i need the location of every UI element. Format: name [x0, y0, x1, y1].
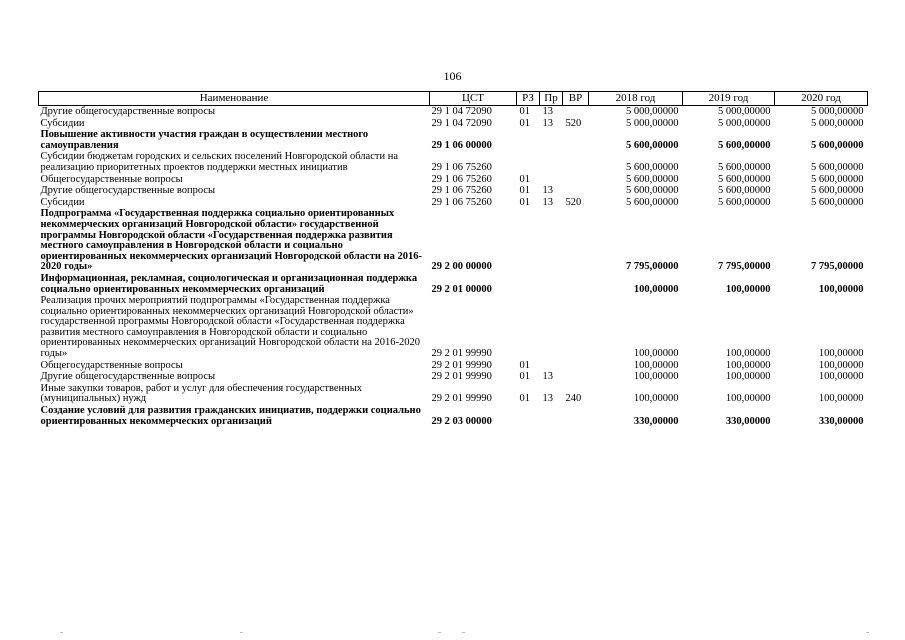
table-row — [39, 208, 868, 273]
table-row — [39, 383, 868, 405]
table-row — [39, 174, 868, 186]
cell-name: Иные закупки товаров, работ и услуг для обеспечения государственных (муниципальных) нужд — [40, 382, 363, 405]
cell-pr — [540, 295, 563, 360]
table-row — [39, 295, 868, 360]
cell-y2019: 5 600,00000 — [718, 139, 771, 151]
cell-y2020: 5 600,00000 — [811, 185, 864, 197]
table-row — [39, 118, 868, 130]
cell-y2018: 100,00000 — [633, 359, 679, 371]
cell-name: Субсидии — [40, 117, 85, 129]
header-rz: РЗ — [517, 92, 540, 106]
cell-y2018: 330,00000 — [633, 415, 679, 427]
cell-name: Другие общегосударственные вопросы — [40, 371, 216, 383]
cell-rz — [517, 129, 540, 151]
cell-pr — [540, 208, 563, 273]
cell-rz: 01 — [519, 359, 530, 371]
cell-vr — [563, 129, 589, 151]
cell-y2019: 100,00000 — [725, 359, 771, 371]
cell-name: Общегосударственные вопросы — [40, 173, 183, 185]
cell-y2019: 100,00000 — [725, 283, 771, 295]
table-header — [39, 92, 868, 106]
cell-y2018: 100,00000 — [633, 393, 679, 405]
cell-cst: 29 1 06 75260 — [431, 173, 492, 185]
cell-y2020: 100,00000 — [818, 393, 864, 405]
cell-cst: 29 2 03 00000 — [431, 415, 492, 427]
cell-y2019: 5 600,00000 — [718, 185, 771, 197]
cell-rz — [517, 295, 540, 360]
cell-y2018: 100,00000 — [633, 371, 679, 383]
table-body — [39, 106, 868, 428]
cell-y2019: 100,00000 — [725, 371, 771, 383]
cell-vr — [563, 273, 589, 295]
header-pr: Пр — [540, 92, 563, 106]
cell-rz: 01 — [519, 371, 530, 383]
cell-y2018: 5 000,00000 — [626, 106, 679, 117]
scan-artifacts — [0, 628, 905, 640]
cell-name: Общегосударственные вопросы — [40, 359, 183, 371]
cell-y2020: 5 600,00000 — [811, 196, 864, 208]
cell-y2020: 100,00000 — [818, 359, 864, 371]
table-row — [39, 197, 868, 209]
cell-pr: 13 — [542, 117, 553, 129]
cell-cst: 29 1 04 72090 — [431, 117, 492, 129]
cell-y2018: 5 000,00000 — [626, 117, 679, 129]
cell-vr — [563, 295, 589, 360]
header-vr: ВР — [563, 92, 589, 106]
cell-vr — [563, 151, 589, 173]
cell-rz — [517, 151, 540, 173]
cell-cst: 29 1 04 72090 — [431, 106, 492, 117]
cell-pr — [540, 151, 563, 173]
cell-vr — [563, 405, 589, 427]
cell-vr — [563, 174, 589, 186]
cell-rz — [517, 273, 540, 295]
cell-pr: 13 — [542, 196, 553, 208]
cell-vr: 520 — [565, 117, 582, 129]
table-row — [39, 405, 868, 427]
cell-y2020: 5 600,00000 — [811, 173, 864, 185]
header-name: Наименование — [39, 92, 430, 106]
cell-name: Повышение активности участия граждан в осуществлении местного самоуправления — [40, 129, 369, 151]
cell-pr — [540, 405, 563, 427]
cell-rz — [517, 405, 540, 427]
cell-cst: 29 2 00 00000 — [431, 261, 492, 273]
cell-y2020: 5 600,00000 — [811, 139, 864, 151]
table-row — [39, 371, 868, 383]
cell-pr — [540, 174, 563, 186]
cell-cst: 29 2 01 00000 — [431, 283, 492, 295]
cell-y2020: 100,00000 — [818, 348, 864, 360]
budget-table — [38, 91, 868, 427]
cell-y2018: 7 795,00000 — [626, 261, 679, 273]
table-row — [39, 273, 868, 295]
cell-pr: 13 — [542, 393, 553, 405]
cell-name: Создание условий для развития гражданских инициатив, поддержки социально ориентированных некоммерческих организаций — [40, 405, 421, 427]
cell-vr: 240 — [565, 393, 582, 405]
cell-vr — [563, 106, 589, 118]
cell-y2020: 330,00000 — [818, 415, 864, 427]
cell-pr: 13 — [542, 371, 553, 383]
cell-y2020: 5 000,00000 — [811, 106, 864, 117]
cell-vr: 520 — [565, 196, 582, 208]
cell-name: Субсидии — [40, 196, 85, 208]
cell-rz: 01 — [519, 106, 530, 117]
cell-vr — [563, 185, 589, 197]
header-2020: 2020 год — [775, 92, 868, 106]
cell-y2018: 100,00000 — [633, 283, 679, 295]
cell-y2019: 5 600,00000 — [718, 196, 771, 208]
cell-cst: 29 2 01 99990 — [431, 393, 492, 405]
cell-y2018: 100,00000 — [633, 348, 679, 360]
cell-y2019: 7 795,00000 — [718, 261, 771, 273]
cell-cst: 29 2 01 99990 — [431, 371, 492, 383]
cell-pr — [540, 129, 563, 151]
header-2018: 2018 год — [589, 92, 683, 106]
cell-y2019: 5 600,00000 — [718, 173, 771, 185]
cell-y2018: 5 600,00000 — [626, 196, 679, 208]
cell-cst: 29 2 01 99990 — [431, 359, 492, 371]
cell-rz: 01 — [519, 173, 530, 185]
cell-pr: 13 — [542, 106, 553, 117]
cell-rz: 01 — [519, 393, 530, 405]
cell-cst: 29 1 06 75260 — [431, 161, 492, 173]
table-row — [39, 185, 868, 197]
cell-rz: 01 — [519, 196, 530, 208]
cell-pr: 13 — [542, 185, 553, 197]
header-cst: ЦСТ — [430, 92, 517, 106]
cell-name: Реализация прочих мероприятий подпрограммы «Государственная поддержка социально ориентированных некоммерческих организаций Новгородской области» государственной программы Новгородской области «Государственная поддержка развития местного самоуправления в Новгородской области и социально ориентированных некоммерческих организаций Новгородской области на 2016-2020 годы» — [40, 295, 421, 360]
cell-y2018: 5 600,00000 — [626, 173, 679, 185]
cell-cst: 29 1 06 75260 — [431, 185, 492, 197]
cell-y2019: 100,00000 — [725, 393, 771, 405]
cell-cst: 29 2 01 99990 — [431, 348, 492, 360]
cell-cst: 29 1 06 00000 — [431, 139, 492, 151]
cell-rz: 01 — [519, 117, 530, 129]
cell-y2018: 5 600,00000 — [626, 139, 679, 151]
cell-pr — [540, 273, 563, 295]
cell-vr — [563, 360, 589, 372]
cell-y2020: 100,00000 — [818, 283, 864, 295]
table-row — [39, 129, 868, 151]
cell-y2019: 5 000,00000 — [718, 106, 771, 117]
table-row — [39, 151, 868, 173]
cell-y2020: 5 000,00000 — [811, 117, 864, 129]
cell-y2019: 330,00000 — [725, 415, 771, 427]
cell-rz: 01 — [519, 185, 530, 197]
cell-y2020: 7 795,00000 — [811, 261, 864, 273]
cell-vr — [563, 371, 589, 383]
cell-y2020: 5 600,00000 — [811, 161, 864, 173]
cell-name: Подпрограмма «Государственная поддержка социально ориентированных некоммерческих организаций Новгородской области» государственной программы Новгородской области «Государственная поддержка развития местного самоуправления в Новгородской области и социально ориентированных некоммерческих организаций Новгородской области на 2016-2020 годы» — [40, 208, 422, 273]
cell-vr — [563, 208, 589, 273]
cell-y2018: 5 600,00000 — [626, 161, 679, 173]
cell-rz — [517, 208, 540, 273]
cell-cst: 29 1 06 75260 — [431, 196, 492, 208]
cell-name: Информационная, рекламная, социологическая и организационная поддержка социально ориентированных некоммерческих организаций — [40, 272, 418, 295]
page-number: 106 — [443, 69, 462, 83]
cell-pr — [540, 360, 563, 372]
table-row — [39, 360, 868, 372]
cell-name: Субсидии бюджетам городских и сельских поселений Новгородской области на реализацию приоритетных проектов поддержки местных инициатив — [40, 151, 398, 173]
header-row — [39, 92, 868, 106]
cell-name: Другие общегосударственные вопросы — [40, 185, 216, 197]
cell-y2020: 100,00000 — [818, 371, 864, 383]
cell-y2019: 5 600,00000 — [718, 161, 771, 173]
header-2019: 2019 год — [683, 92, 775, 106]
table-row — [39, 106, 868, 118]
cell-y2018: 5 600,00000 — [626, 185, 679, 197]
cell-name: Другие общегосударственные вопросы — [40, 106, 216, 117]
cell-y2019: 5 000,00000 — [718, 117, 771, 129]
cell-y2019: 100,00000 — [725, 348, 771, 360]
